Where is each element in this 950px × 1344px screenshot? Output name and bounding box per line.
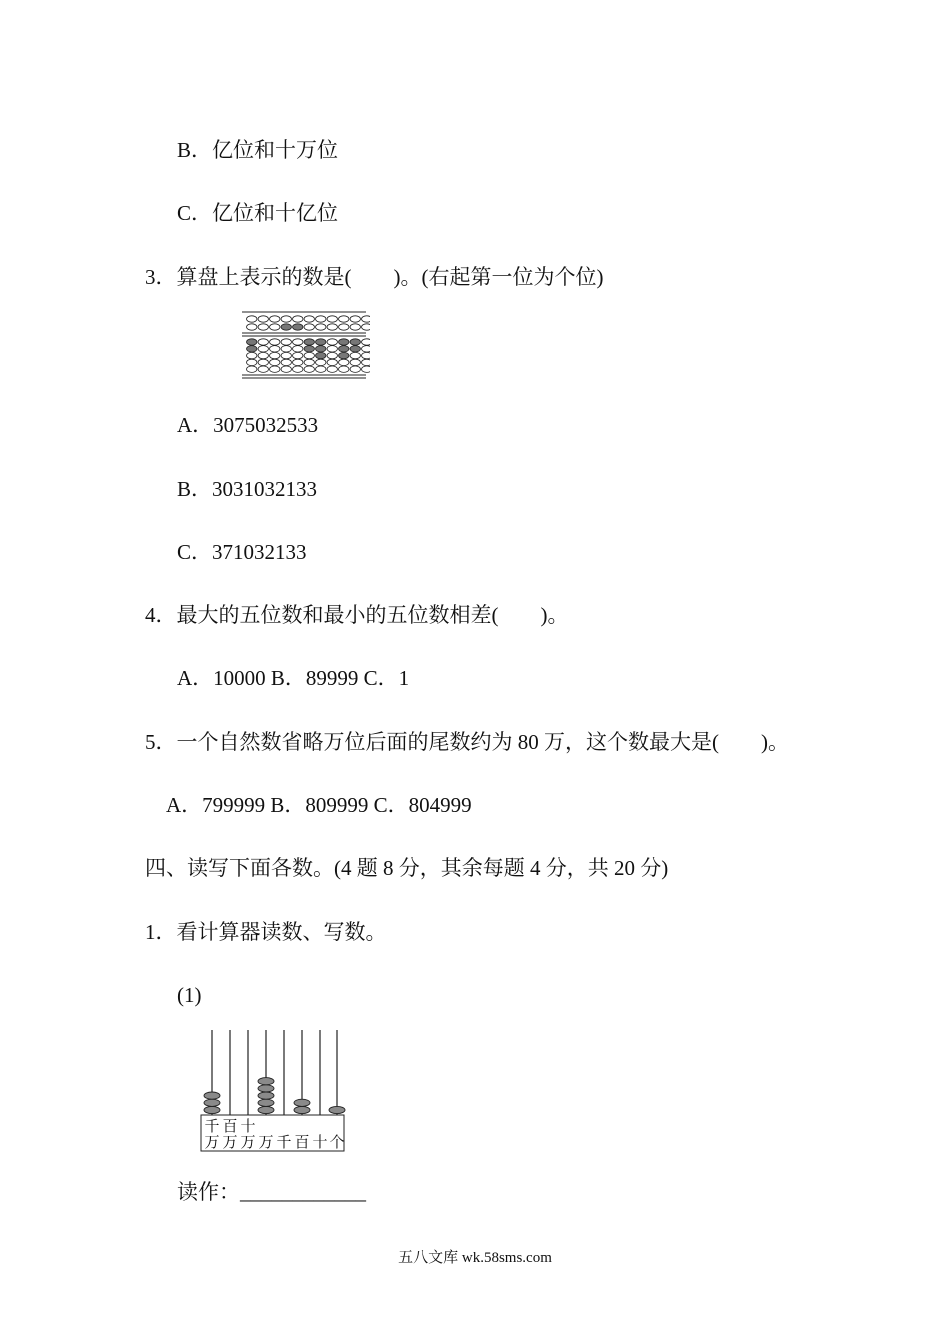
counter-bead — [258, 1106, 274, 1113]
abacus-lower-bead — [293, 366, 303, 372]
abacus-lower-bead — [293, 339, 303, 345]
abacus-lower-bead — [362, 352, 370, 358]
q3-stem: 3．算盘上表示的数是( )。(右起第一位为个位) — [145, 265, 604, 289]
counter-top-label: 十 — [240, 1117, 256, 1135]
abacus-lower-bead — [281, 352, 291, 358]
abacus-lower-bead — [350, 352, 360, 358]
counter-bottom-label: 万 — [204, 1133, 220, 1151]
abacus-upper-bead — [362, 316, 370, 322]
abacus-lower-bead — [327, 346, 337, 352]
abacus-lower-bead — [304, 366, 314, 372]
abacus-upper-bead — [258, 324, 268, 330]
counter-top-label: 百 — [222, 1117, 238, 1135]
counter-bottom-label: 百 — [294, 1133, 310, 1151]
q4-options: A．10000 B．89999 C．1 — [177, 666, 410, 690]
abacus-lower-bead — [316, 366, 326, 372]
abacus-upper-bead — [316, 316, 326, 322]
counter-bead — [258, 1099, 274, 1106]
counter-bead — [204, 1092, 220, 1099]
abacus-upper-bead — [281, 324, 291, 330]
counter-bottom-label: 千 — [276, 1133, 292, 1151]
abacus-lower-bead — [258, 346, 268, 352]
footer-watermark: 五八文库 wk.58sms.com — [398, 1250, 552, 1266]
abacus-lower-bead — [270, 359, 280, 365]
abacus-upper-bead — [270, 316, 280, 322]
section-4-q1-stem: 1．看计算器读数、写数。 — [145, 920, 387, 944]
abacus-lower-bead — [339, 352, 349, 358]
abacus-lower-bead — [316, 359, 326, 365]
abacus-figure — [240, 308, 370, 382]
abacus-lower-bead — [316, 352, 326, 358]
abacus-lower-bead — [281, 359, 291, 365]
abacus-upper-bead — [327, 324, 337, 330]
q5-options: A．799999 B．809999 C．804999 — [166, 793, 472, 817]
abacus-upper-bead — [304, 324, 314, 330]
abacus-upper-bead — [339, 324, 349, 330]
counter-bottom-label: 万 — [222, 1133, 238, 1151]
abacus-upper-bead — [247, 316, 257, 322]
abacus-lower-bead — [258, 339, 268, 345]
abacus-lower-bead — [270, 366, 280, 372]
abacus-lower-bead — [350, 346, 360, 352]
counter-bottom-label: 个 — [329, 1133, 345, 1151]
abacus-lower-bead — [247, 346, 257, 352]
counter-figure — [196, 1026, 348, 1154]
abacus-upper-bead — [350, 324, 360, 330]
abacus-upper-bead — [247, 324, 257, 330]
abacus-lower-bead — [327, 339, 337, 345]
abacus-lower-bead — [304, 359, 314, 365]
q5-stem: 5．一个自然数省略万位后面的尾数约为 80 万，这个数最大是( )。 — [145, 730, 789, 754]
read-as-label: 读作：____________ — [177, 1180, 366, 1204]
abacus-lower-bead — [293, 359, 303, 365]
abacus-lower-bead — [339, 366, 349, 372]
abacus-lower-bead — [281, 339, 291, 345]
abacus-lower-bead — [339, 346, 349, 352]
abacus-lower-bead — [258, 366, 268, 372]
abacus-lower-bead — [362, 346, 370, 352]
q2-option-b: B．亿位和十万位 — [177, 138, 339, 162]
counter-bead — [329, 1106, 345, 1113]
counter-bead — [294, 1106, 310, 1113]
q3-option-b: B．3031032133 — [177, 477, 318, 501]
abacus-upper-bead — [281, 316, 291, 322]
abacus-upper-bead — [293, 316, 303, 322]
abacus-lower-bead — [339, 339, 349, 345]
counter-bottom-label: 万 — [240, 1133, 256, 1151]
abacus-lower-bead — [281, 366, 291, 372]
abacus-lower-bead — [258, 352, 268, 358]
abacus-lower-bead — [247, 339, 257, 345]
abacus-lower-bead — [327, 359, 337, 365]
q3-option-a: A．3075032533 — [177, 413, 319, 437]
abacus-lower-bead — [362, 366, 370, 372]
counter-bead — [204, 1099, 220, 1106]
abacus-lower-bead — [362, 339, 370, 345]
counter-bottom-label: 万 — [258, 1133, 274, 1151]
abacus-lower-bead — [316, 346, 326, 352]
abacus-lower-bead — [350, 359, 360, 365]
abacus-upper-bead — [362, 324, 370, 330]
abacus-lower-bead — [362, 359, 370, 365]
counter-bead — [258, 1085, 274, 1092]
abacus-upper-bead — [350, 316, 360, 322]
section-4-sub-1: (1) — [177, 983, 202, 1007]
counter-bead — [258, 1078, 274, 1085]
abacus-lower-bead — [247, 352, 257, 358]
abacus-lower-bead — [270, 352, 280, 358]
counter-bottom-label: 十 — [312, 1133, 328, 1151]
abacus-lower-bead — [304, 352, 314, 358]
counter-bead — [258, 1092, 274, 1099]
abacus-lower-bead — [270, 346, 280, 352]
abacus-lower-bead — [281, 346, 291, 352]
counter-top-label: 千 — [204, 1117, 220, 1135]
abacus-lower-bead — [327, 366, 337, 372]
abacus-upper-bead — [270, 324, 280, 330]
abacus-lower-bead — [293, 346, 303, 352]
q3-option-c: C．371032133 — [177, 540, 307, 564]
counter-bead — [294, 1099, 310, 1106]
abacus-upper-bead — [316, 324, 326, 330]
abacus-lower-bead — [293, 352, 303, 358]
abacus-lower-bead — [316, 339, 326, 345]
abacus-lower-bead — [339, 359, 349, 365]
abacus-lower-bead — [270, 339, 280, 345]
abacus-upper-bead — [339, 316, 349, 322]
abacus-lower-bead — [304, 346, 314, 352]
abacus-upper-bead — [327, 316, 337, 322]
abacus-upper-bead — [304, 316, 314, 322]
q2-option-c: C．亿位和十亿位 — [177, 201, 339, 225]
section-4-heading: 四、读写下面各数。(4 题 8 分，其余每题 4 分，共 20 分) — [145, 856, 669, 880]
abacus-lower-bead — [247, 359, 257, 365]
abacus-lower-bead — [247, 366, 257, 372]
abacus-upper-bead — [258, 316, 268, 322]
q4-stem: 4．最大的五位数和最小的五位数相差( )。 — [145, 603, 569, 627]
abacus-upper-bead — [293, 324, 303, 330]
abacus-lower-bead — [350, 366, 360, 372]
abacus-lower-bead — [258, 359, 268, 365]
abacus-lower-bead — [350, 339, 360, 345]
abacus-lower-bead — [327, 352, 337, 358]
counter-bead — [204, 1106, 220, 1113]
abacus-lower-bead — [304, 339, 314, 345]
